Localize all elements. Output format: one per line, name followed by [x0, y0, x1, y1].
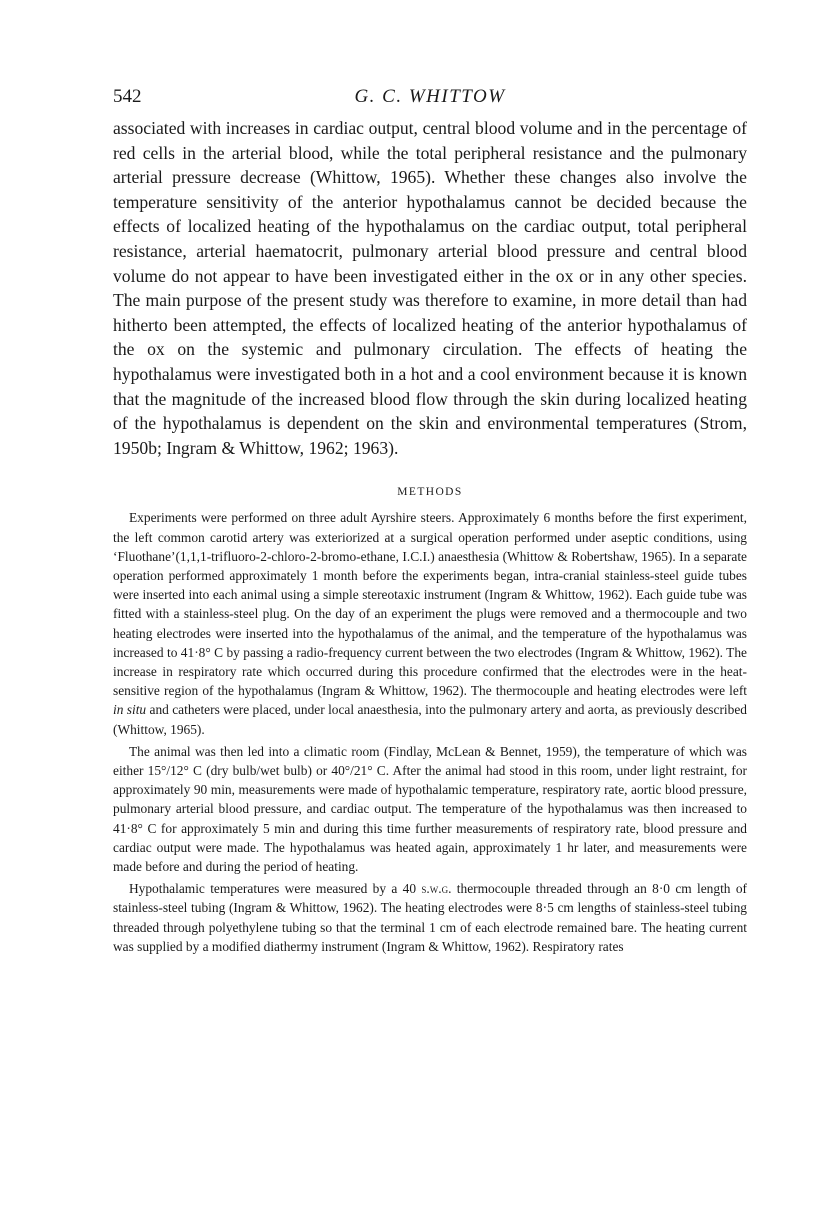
in-situ-italic: in situ [113, 702, 147, 718]
journal-page [113, 86, 747, 956]
swg-abbreviation: s.w.g. [421, 881, 452, 897]
methods-paragraph-3 [113, 879, 747, 956]
methods-heading: METHODS [397, 486, 463, 499]
methods-paragraph-1 [113, 508, 747, 738]
methods-paragraph-3-text-a: Hypothalamic temperatures were measured by a 40 [129, 881, 417, 897]
intro-paragraph: associated with increases in cardiac output, central blood volume and in the percentage of red cells in the arterial blood, while the total peripheral resistance and the pulmonary arterial pressure decrease (Whittow, 1965). Whether these changes also involve the temperature sensitivity of the anterior hypothalamus cannot be decided because the effects of localized heating of the hypothalamus on the cardiac output, total peripheral resistance, arterial haematocrit, pulmonary arterial blood pressure and central blood volume do not appear to have been investigated either in the ox or in any other species. The main purpose of the present study was therefore to examine, in more detail than had hitherto been attempted, the effects of localized heating of the anterior hypothalamus of the ox on the systemic and pulmonary circulation. The effects of heating the hypothalamus were investigated both in a hot and a cool environment because it is known that the magnitude of the increased blood flow through the skin during localized heating of the hypothalamus is dependent on the skin and environmental temperatures (Strom, 1950b; Ingram & Whittow, 1962; 1963). [113, 118, 747, 458]
methods-paragraph-1-text-a: Experiments were performed on three adult Ayrshire steers. Approximately 6 months before the first experiment, the left common carotid artery was exteriorized at a surgical operation performed under aseptic conditions, using ‘Fluothane’(1,1,1-trifluoro-2-chloro-2-bromo-ethane, I.C.I.) anaesthesia (Whittow & Robertshaw, 1965). In a separate operation performed approximately 1 month before the experiments began, intra-cranial stainless-steel guide tubes were inserted into each animal using a simple stereotaxic instrument (Ingram & Whittow, 1962). Each guide tube was fitted with a stainless-steel plug. On the day of an experiment the plugs were removed and a thermocouple and two heating electrodes were inserted into the hypothalamus of the animal, and the temperature of the hypothalamus was increased to 41·8° C by passing a radio-frequency current between the two electrodes (Ingram & Whittow, 1962). The increase in respiratory rate which occurred during this procedure confirmed that the electrodes were in the heat-sensitive region of the hypothalamus (Ingram & Whittow, 1962). The thermocouple and heating electrodes were left [113, 510, 747, 699]
methods-paragraph-2: The animal was then led into a climatic room (Findlay, McLean & Bennet, 1959), the temperature of which was either 15°/12° C (dry bulb/wet bulb) or 40°/21° C. After the animal had stood in this room, under light restraint, for approximately 90 min, measurements were made of hypothalamic temperature, respiratory rate, aortic blood pressure, pulmonary arterial blood pressure, and cardiac output. The temperature of the hypothalamus was then increased to 41·8° C for approximately 5 min and during this time further measurements of respiratory rate, blood pressure and cardiac output were made. The hypothalamus was heated again, approximately 1 hr later, and measurements were made before and during the period of heating. [113, 743, 747, 874]
running-head-author: G. C. WHITTOW [354, 86, 506, 107]
methods-paragraph-1-text-b: and catheters were placed, under local anaesthesia, into the pulmonary artery and aorta, as previously described (Whittow, 1965). [113, 702, 747, 737]
page-number: 542 [113, 86, 142, 107]
page-header [113, 86, 747, 116]
methods-paragraph-3-text-b: thermocouple threaded through an 8·0 cm length of stainless-steel tubing (Ingram & Whittow, 1962). The heating electrodes were 8·5 cm lengths of stainless-steel tubing threaded through polyethylene tubing so that the terminal 1 cm of each electrode remained bare. The heating current was supplied by a modified diathermy instrument (Ingram & Whittow, 1962). Respiratory rates [113, 881, 747, 954]
